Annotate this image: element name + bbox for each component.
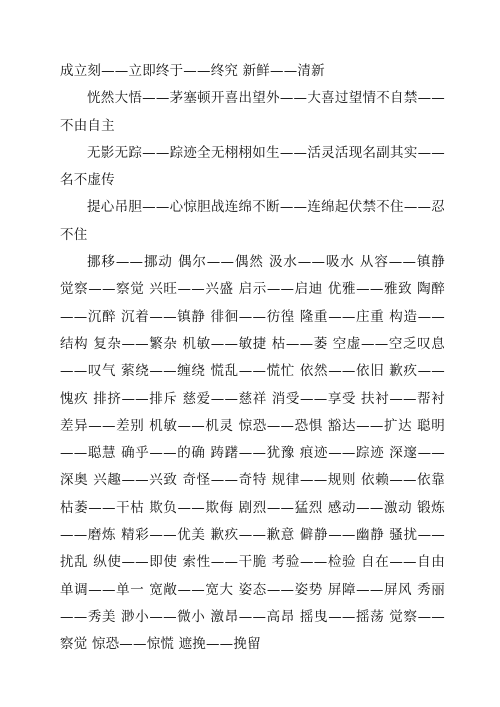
document-body	[60, 58, 445, 659]
paragraph-4: 提心吊胆——心惊胆战连绵不断——连绵起伏禁不住——忍不住	[60, 199, 445, 243]
paragraph-1: 成立刻——立即终于——终究 新鲜——清新	[60, 63, 325, 79]
paragraph-5: 挪移——挪动 偶尔——偶然 汲水——吸水 从容——镇静 觉察——察觉 兴旺——兴盛 启示——启迪 优雅——雅致 陶醉——沉醉 沉着——镇静 徘徊——彷徨 隆重——庄重 构造——结构 复杂——繁杂 机敏——敏捷 枯——萎 空虚——空乏叹息——叹气 萦绕——缠绕 慌乱——慌忙 依然——依旧 歉疚——愧疚 排挤——排斥 慈爱——慈祥 消受——享受 扶衬——帮衬 差异——差别 机敏——机灵 惊恐——恐惧 豁达——扩达 聪明——聪慧 确乎——的确 踌躇——犹豫 痕迹——踪迹 深邃——深奥 兴趣——兴致 奇怪——奇特 规律——规则 依赖——依靠 枯萎——干枯 欺负——欺侮 剧烈——猛烈 感动——激动 锻炼——磨炼 精彩——优美 歉疚——歉意 僻静——幽静 骚扰——扰乱 纵使——即使 索性——干脆 考验——检验 自在——自由 单调——单一 宽敞——宽大 姿态——姿势 屏障——屏风 秀丽——秀美 渺小——微小 激昂——高昂 摇曳——摇荡 觉察——察觉 惊恐——惊慌 遮挽——挽留	[60, 254, 445, 653]
paragraph-3: 无影无踪——踪迹全无栩栩如生——活灵活现名副其实——名不虚传	[60, 144, 445, 189]
paragraph-2: 恍然大悟——茅塞顿开喜出望外——大喜过望情不自禁——不由自主	[60, 90, 445, 134]
